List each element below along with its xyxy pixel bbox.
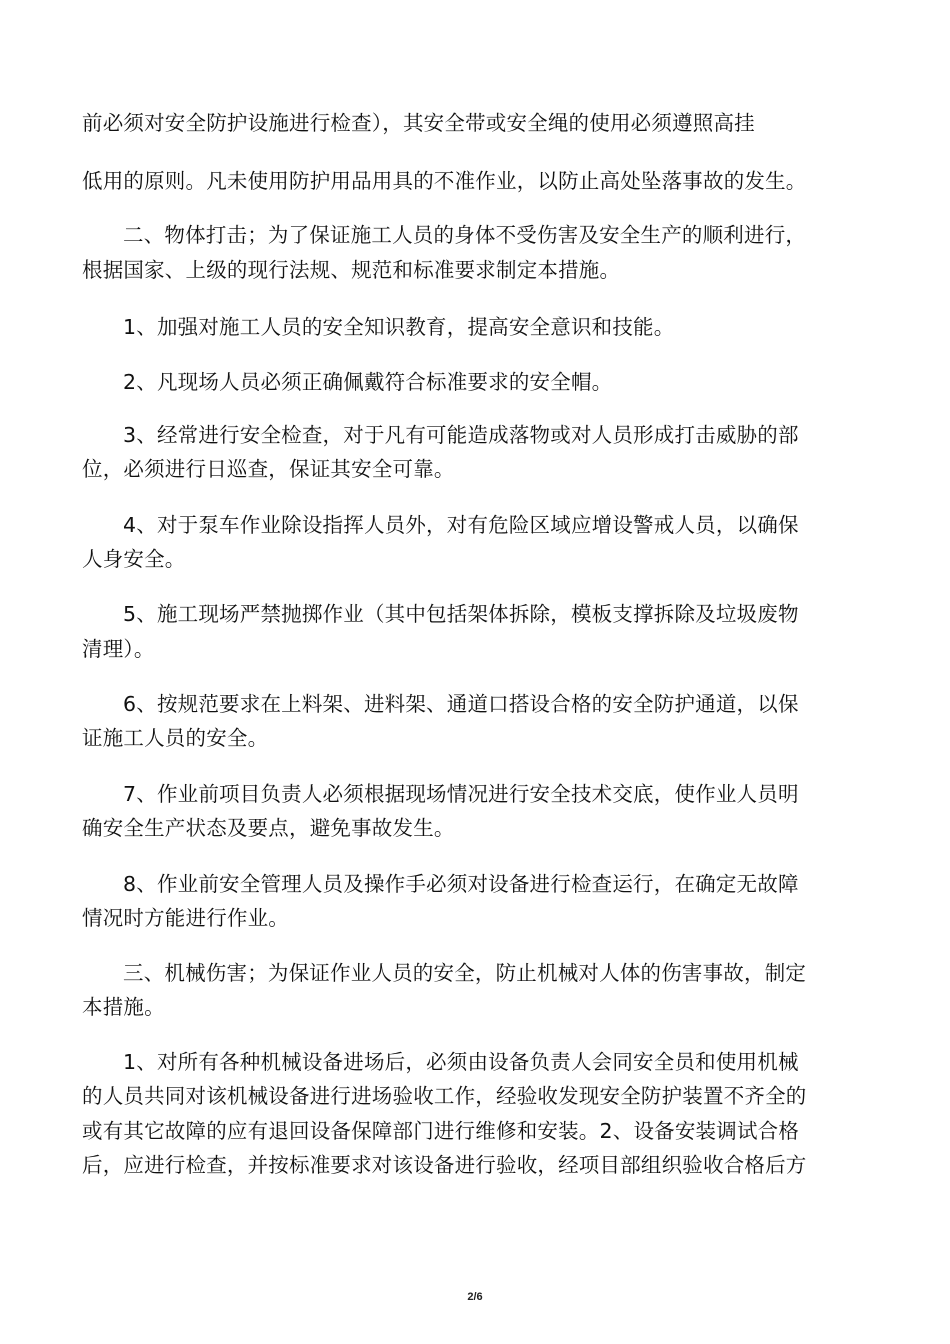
text-line: 证施工人员的安全。 bbox=[82, 726, 269, 750]
text-line: 的人员共同对该机械设备进行进场验收工作，经验收发现安全防护装置不齐全的 bbox=[82, 1084, 807, 1108]
list-item-line: 6、按规范要求在上料架、进料架、通道口搭设合格的安全防护通道，以保 bbox=[123, 692, 799, 716]
text-line: 前必须对安全防护设施进行检查），其安全带或安全绳的使用必须遵照高挂 bbox=[82, 111, 755, 135]
text-line: 确安全生产状态及要点，避免事故发生。 bbox=[82, 816, 455, 840]
text-line: 情况时方能进行作业。 bbox=[82, 906, 289, 930]
text-line: 或有其它故障的应有退回设备保障部门进行维修和安装。2、设备安装调试合格 bbox=[82, 1119, 800, 1143]
text-line: 后，应进行检查，并按标准要求对该设备进行验收，经项目部组织验收合格后方 bbox=[82, 1153, 807, 1177]
list-item-line: 8、作业前安全管理人员及操作手必须对设备进行检查运行，在确定无故障 bbox=[123, 872, 799, 896]
text-line: 清理）。 bbox=[82, 637, 155, 661]
text-line: 根据国家、上级的现行法规、规范和标准要求制定本措施。 bbox=[82, 258, 621, 282]
list-item-line: 3、经常进行安全检查，对于凡有可能造成落物或对人员形成打击威胁的部 bbox=[123, 423, 799, 447]
text-line: 低用的原则。凡未使用防护用品用具的不准作业，以防止高处坠落事故的发生。 bbox=[82, 169, 807, 193]
text-line: 位，必须进行日巡查，保证其安全可靠。 bbox=[82, 457, 455, 481]
list-item-line: 1、对所有各种机械设备进场后，必须由设备负责人会同安全员和使用机械 bbox=[123, 1050, 799, 1074]
list-item-line: 1、加强对施工人员的安全知识教育，提高安全意识和技能。 bbox=[123, 315, 675, 339]
page-number: 2/6 bbox=[467, 1291, 483, 1303]
list-item-line: 2、凡现场人员必须正确佩戴符合标准要求的安全帽。 bbox=[123, 370, 613, 394]
list-item-line: 4、对于泵车作业除设指挥人员外，对有危险区域应增设警戒人员，以确保 bbox=[123, 513, 799, 537]
text-line: 人身安全。 bbox=[82, 547, 186, 571]
text-line: 本措施。 bbox=[82, 995, 165, 1019]
section-heading-line: 三、机械伤害；为保证作业人员的安全，防止机械对人体的伤害事故，制定 bbox=[123, 961, 807, 985]
section-heading-line: 二、物体打击；为了保证施工人员的身体不受伤害及安全生产的顺利进行， bbox=[123, 223, 807, 247]
list-item-line: 5、施工现场严禁抛掷作业（其中包括架体拆除，模板支撑拆除及垃圾废物 bbox=[123, 602, 799, 626]
list-item-line: 7、作业前项目负责人必须根据现场情况进行安全技术交底，使作业人员明 bbox=[123, 782, 799, 806]
